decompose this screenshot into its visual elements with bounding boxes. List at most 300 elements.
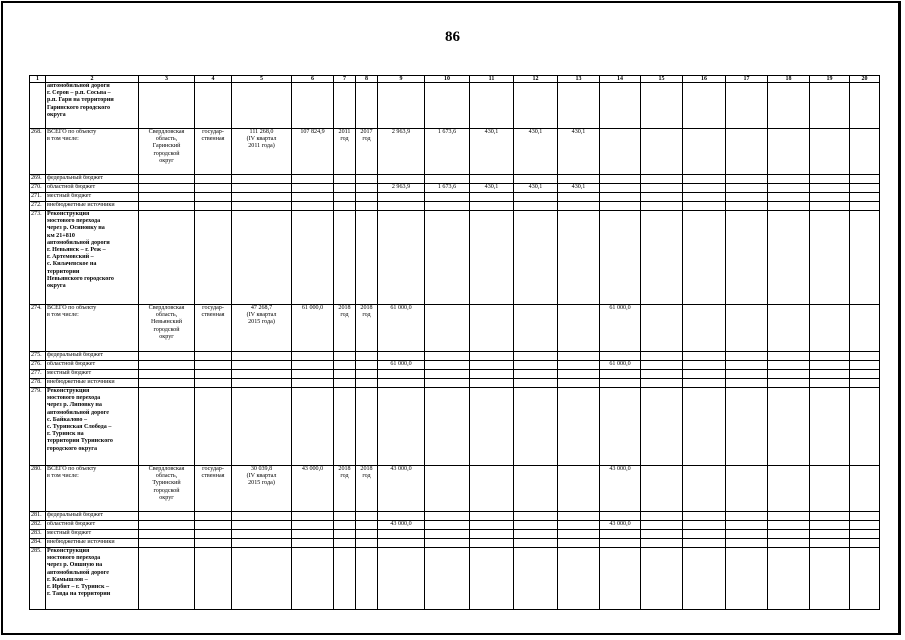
cell-col-6: 43 000,0 [292, 466, 334, 512]
cell-col-7: 2018 год [334, 466, 356, 512]
cell-col-10 [425, 379, 470, 388]
row-name: областной бюджет [46, 521, 139, 530]
cell-col-10 [425, 530, 470, 539]
cell-col-9 [378, 548, 425, 610]
cell-col-5 [232, 530, 292, 539]
cell-col-20 [850, 539, 880, 548]
cell-col-11 [470, 361, 514, 370]
cell-col-13 [558, 370, 600, 379]
cell-col-19 [810, 548, 850, 610]
row-number: 272. [30, 202, 46, 211]
cell-col-8 [356, 388, 378, 466]
cell-col-17 [726, 175, 768, 184]
cell-col-3: Свердловская область, Гаринский городской округ [139, 129, 195, 175]
cell-col-5: 47 268,7 (IV квартал 2015 года) [232, 305, 292, 352]
table-row [30, 548, 880, 610]
cell-col-7: 2018 год [334, 305, 356, 352]
row-number: 269. [30, 175, 46, 184]
cell-col-15 [641, 521, 683, 530]
cell-col-18 [768, 129, 810, 175]
cell-col-11 [470, 175, 514, 184]
cell-col-5 [232, 388, 292, 466]
cell-col-3 [139, 530, 195, 539]
cell-col-10 [425, 361, 470, 370]
cell-col-9 [378, 83, 425, 129]
cell-col-13 [558, 388, 600, 466]
cell-col-17 [726, 370, 768, 379]
cell-col-5 [232, 548, 292, 610]
cell-col-12 [514, 548, 558, 610]
cell-col-7 [334, 211, 356, 305]
cell-col-3 [139, 211, 195, 305]
cell-col-18 [768, 175, 810, 184]
cell-col-14 [600, 83, 641, 129]
column-number-4: 4 [195, 76, 232, 83]
cell-col-6 [292, 548, 334, 610]
row-number: 271. [30, 193, 46, 202]
cell-col-12 [514, 530, 558, 539]
cell-col-15 [641, 530, 683, 539]
cell-col-8 [356, 530, 378, 539]
cell-col-19 [810, 521, 850, 530]
cell-col-18 [768, 370, 810, 379]
column-number-14: 14 [600, 76, 641, 83]
cell-col-18 [768, 512, 810, 521]
column-number-13: 13 [558, 76, 600, 83]
cell-col-16 [683, 83, 726, 129]
cell-col-5 [232, 202, 292, 211]
cell-col-10 [425, 388, 470, 466]
cell-col-9: 43 000,0 [378, 466, 425, 512]
column-number-16: 16 [683, 76, 726, 83]
cell-col-9 [378, 175, 425, 184]
cell-col-5 [232, 379, 292, 388]
row-number: 277. [30, 370, 46, 379]
cell-col-20 [850, 352, 880, 361]
table-row [30, 512, 880, 521]
budget-table [29, 75, 880, 610]
column-number-2: 2 [46, 76, 139, 83]
cell-col-7 [334, 193, 356, 202]
row-number: 281. [30, 512, 46, 521]
table-row [30, 521, 880, 530]
cell-col-10 [425, 539, 470, 548]
cell-col-7 [334, 370, 356, 379]
cell-col-16 [683, 379, 726, 388]
cell-col-16 [683, 202, 726, 211]
row-name: Реконструкция мостового перехода через р. Липовку на автомобильной дороге с. Байкалово – с. Туринская Слобода – г. Туринск на территории Туринского городского округа [46, 388, 139, 466]
cell-col-8 [356, 521, 378, 530]
cell-col-11 [470, 512, 514, 521]
cell-col-6 [292, 530, 334, 539]
cell-col-10 [425, 370, 470, 379]
cell-col-15 [641, 539, 683, 548]
cell-col-10 [425, 548, 470, 610]
cell-col-15 [641, 361, 683, 370]
cell-col-9: 2 963,9 [378, 184, 425, 193]
cell-col-7 [334, 184, 356, 193]
cell-col-15 [641, 175, 683, 184]
cell-col-20 [850, 512, 880, 521]
row-number: 285. [30, 548, 46, 610]
cell-col-4 [195, 512, 232, 521]
cell-col-17 [726, 539, 768, 548]
column-number-row [30, 76, 880, 83]
table-row [30, 370, 880, 379]
cell-col-12 [514, 539, 558, 548]
cell-col-12 [514, 83, 558, 129]
cell-col-20 [850, 175, 880, 184]
cell-col-12 [514, 202, 558, 211]
cell-col-6: 61 000,0 [292, 305, 334, 352]
cell-col-4 [195, 361, 232, 370]
cell-col-15 [641, 211, 683, 305]
cell-col-5 [232, 512, 292, 521]
cell-col-5 [232, 539, 292, 548]
cell-col-15 [641, 184, 683, 193]
cell-col-4 [195, 202, 232, 211]
cell-col-20 [850, 379, 880, 388]
row-number: 280. [30, 466, 46, 512]
cell-col-9 [378, 530, 425, 539]
cell-col-10 [425, 521, 470, 530]
cell-col-11 [470, 388, 514, 466]
cell-col-3 [139, 539, 195, 548]
cell-col-17 [726, 548, 768, 610]
cell-col-3 [139, 379, 195, 388]
cell-col-13 [558, 305, 600, 352]
cell-col-5 [232, 370, 292, 379]
cell-col-3 [139, 512, 195, 521]
row-name: ВСЕГО по объекту в том числе: [46, 466, 139, 512]
cell-col-5 [232, 361, 292, 370]
cell-col-5 [232, 521, 292, 530]
cell-col-3 [139, 202, 195, 211]
cell-col-17 [726, 305, 768, 352]
cell-col-13 [558, 193, 600, 202]
cell-col-7 [334, 521, 356, 530]
cell-col-6 [292, 184, 334, 193]
cell-col-19 [810, 361, 850, 370]
cell-col-20 [850, 184, 880, 193]
cell-col-9 [378, 539, 425, 548]
cell-col-15 [641, 193, 683, 202]
cell-col-4 [195, 521, 232, 530]
table-row [30, 193, 880, 202]
cell-col-15 [641, 305, 683, 352]
cell-col-3 [139, 361, 195, 370]
row-number: 276. [30, 361, 46, 370]
cell-col-15 [641, 202, 683, 211]
row-number: 283. [30, 530, 46, 539]
cell-col-14 [600, 539, 641, 548]
table-row [30, 202, 880, 211]
cell-col-17 [726, 193, 768, 202]
cell-col-8 [356, 193, 378, 202]
cell-col-20 [850, 530, 880, 539]
cell-col-3 [139, 352, 195, 361]
column-number-20: 20 [850, 76, 880, 83]
cell-col-11: 430,1 [470, 184, 514, 193]
cell-col-19 [810, 539, 850, 548]
cell-col-6 [292, 521, 334, 530]
cell-col-13 [558, 379, 600, 388]
row-number: 268. [30, 129, 46, 175]
cell-col-8 [356, 370, 378, 379]
cell-col-12 [514, 466, 558, 512]
cell-col-6 [292, 202, 334, 211]
cell-col-19 [810, 379, 850, 388]
cell-col-3 [139, 83, 195, 129]
cell-col-15 [641, 512, 683, 521]
row-name: ВСЕГО по объекту в том числе: [46, 129, 139, 175]
cell-col-4 [195, 370, 232, 379]
cell-col-4 [195, 388, 232, 466]
cell-col-20 [850, 211, 880, 305]
cell-col-4 [195, 193, 232, 202]
cell-col-18 [768, 83, 810, 129]
table-row [30, 175, 880, 184]
table-row [30, 466, 880, 512]
cell-col-18 [768, 539, 810, 548]
table-row [30, 530, 880, 539]
cell-col-17 [726, 466, 768, 512]
cell-col-16 [683, 512, 726, 521]
cell-col-13 [558, 512, 600, 521]
cell-col-18 [768, 361, 810, 370]
cell-col-13 [558, 521, 600, 530]
table-row [30, 305, 880, 352]
cell-col-6 [292, 388, 334, 466]
cell-col-6 [292, 512, 334, 521]
cell-col-7 [334, 539, 356, 548]
cell-col-11 [470, 211, 514, 305]
cell-col-6 [292, 175, 334, 184]
cell-col-7 [334, 379, 356, 388]
cell-col-17 [726, 211, 768, 305]
cell-col-16 [683, 129, 726, 175]
cell-col-19 [810, 184, 850, 193]
cell-col-16 [683, 361, 726, 370]
cell-col-16 [683, 521, 726, 530]
cell-col-13 [558, 539, 600, 548]
cell-col-9: 61 000,0 [378, 305, 425, 352]
cell-col-14 [600, 512, 641, 521]
table-row [30, 361, 880, 370]
cell-col-18 [768, 211, 810, 305]
cell-col-6 [292, 83, 334, 129]
row-name: ВСЕГО по объекту в том числе: [46, 305, 139, 352]
column-number-1: 1 [30, 76, 46, 83]
cell-col-8: 2018 год [356, 305, 378, 352]
cell-col-9 [378, 370, 425, 379]
cell-col-14 [600, 530, 641, 539]
cell-col-11 [470, 521, 514, 530]
cell-col-18 [768, 305, 810, 352]
cell-col-16 [683, 466, 726, 512]
cell-col-4 [195, 175, 232, 184]
cell-col-6 [292, 539, 334, 548]
cell-col-7 [334, 83, 356, 129]
cell-col-3 [139, 370, 195, 379]
cell-col-17 [726, 530, 768, 539]
column-number-7: 7 [334, 76, 356, 83]
cell-col-3 [139, 184, 195, 193]
table-row [30, 129, 880, 175]
cell-col-14: 43 000,0 [600, 521, 641, 530]
cell-col-14 [600, 379, 641, 388]
cell-col-14: 61 000,0 [600, 361, 641, 370]
cell-col-4 [195, 352, 232, 361]
cell-col-3: Свердловская область, Туринский городской округ [139, 466, 195, 512]
cell-col-11 [470, 539, 514, 548]
cell-col-20 [850, 129, 880, 175]
cell-col-11 [470, 548, 514, 610]
cell-col-16 [683, 539, 726, 548]
row-number: 270. [30, 184, 46, 193]
cell-col-9 [378, 352, 425, 361]
cell-col-14 [600, 388, 641, 466]
cell-col-8 [356, 512, 378, 521]
column-number-12: 12 [514, 76, 558, 83]
cell-col-12 [514, 352, 558, 361]
cell-col-15 [641, 548, 683, 610]
cell-col-17 [726, 521, 768, 530]
cell-col-8 [356, 211, 378, 305]
row-name: местный бюджет [46, 193, 139, 202]
cell-col-10: 1 673,6 [425, 129, 470, 175]
cell-col-14: 61 000,0 [600, 305, 641, 352]
cell-col-5 [232, 352, 292, 361]
column-number-9: 9 [378, 76, 425, 83]
cell-col-20 [850, 521, 880, 530]
cell-col-16 [683, 211, 726, 305]
cell-col-20 [850, 388, 880, 466]
cell-col-10 [425, 512, 470, 521]
cell-col-3 [139, 193, 195, 202]
cell-col-15 [641, 370, 683, 379]
cell-col-8: 2017 год [356, 129, 378, 175]
cell-col-18 [768, 193, 810, 202]
cell-col-7 [334, 352, 356, 361]
cell-col-7 [334, 175, 356, 184]
cell-col-4 [195, 539, 232, 548]
cell-col-3 [139, 548, 195, 610]
cell-col-8 [356, 352, 378, 361]
cell-col-3 [139, 388, 195, 466]
cell-col-15 [641, 83, 683, 129]
cell-col-13 [558, 530, 600, 539]
cell-col-17 [726, 512, 768, 521]
cell-col-16 [683, 530, 726, 539]
cell-col-12 [514, 175, 558, 184]
cell-col-19 [810, 305, 850, 352]
cell-col-8 [356, 539, 378, 548]
cell-col-9 [378, 211, 425, 305]
cell-col-17 [726, 202, 768, 211]
cell-col-20 [850, 305, 880, 352]
cell-col-3: Свердловская область, Невьянский городской округ [139, 305, 195, 352]
cell-col-10 [425, 83, 470, 129]
cell-col-5: 30 039,8 (IV квартал 2015 года) [232, 466, 292, 512]
row-name: Реконструкция мостового перехода через р. Осиновку на км 21+810 автомобильной дороги г. Невьянск – г. Реж – г. Артемовский – с. Килачевское на территории Невьянского городского округа [46, 211, 139, 305]
row-number: 279. [30, 388, 46, 466]
cell-col-19 [810, 202, 850, 211]
cell-col-18 [768, 184, 810, 193]
cell-col-7 [334, 388, 356, 466]
cell-col-8 [356, 548, 378, 610]
cell-col-4 [195, 83, 232, 129]
cell-col-20 [850, 83, 880, 129]
cell-col-18 [768, 530, 810, 539]
cell-col-19 [810, 129, 850, 175]
cell-col-12 [514, 361, 558, 370]
cell-col-20 [850, 466, 880, 512]
cell-col-12 [514, 370, 558, 379]
cell-col-6 [292, 352, 334, 361]
cell-col-4: государ- ственная [195, 305, 232, 352]
column-number-11: 11 [470, 76, 514, 83]
row-number [30, 83, 46, 129]
cell-col-4 [195, 184, 232, 193]
cell-col-14 [600, 370, 641, 379]
column-number-3: 3 [139, 76, 195, 83]
cell-col-13: 430,1 [558, 129, 600, 175]
column-number-17: 17 [726, 76, 768, 83]
cell-col-13 [558, 361, 600, 370]
cell-col-9 [378, 388, 425, 466]
cell-col-4: государ- ственная [195, 129, 232, 175]
cell-col-15 [641, 129, 683, 175]
cell-col-7 [334, 512, 356, 521]
row-name: автомобильной дороги г. Серов – р.п. Сосьва – р.п. Гари на территории Гаринского городского округа [46, 83, 139, 129]
cell-col-17 [726, 184, 768, 193]
cell-col-10 [425, 352, 470, 361]
cell-col-5 [232, 193, 292, 202]
row-name: внебюджетные источники [46, 202, 139, 211]
cell-col-17 [726, 388, 768, 466]
row-number: 275. [30, 352, 46, 361]
cell-col-20 [850, 370, 880, 379]
cell-col-13 [558, 466, 600, 512]
cell-col-19 [810, 466, 850, 512]
cell-col-8 [356, 361, 378, 370]
cell-col-8 [356, 83, 378, 129]
cell-col-17 [726, 129, 768, 175]
cell-col-15 [641, 466, 683, 512]
cell-col-9 [378, 193, 425, 202]
row-name: областной бюджет [46, 184, 139, 193]
table-row [30, 211, 880, 305]
cell-col-12: 430,1 [514, 129, 558, 175]
cell-col-8 [356, 184, 378, 193]
row-number: 282. [30, 521, 46, 530]
cell-col-5 [232, 175, 292, 184]
cell-col-20 [850, 548, 880, 610]
cell-col-15 [641, 352, 683, 361]
cell-col-14 [600, 211, 641, 305]
cell-col-7 [334, 548, 356, 610]
cell-col-14 [600, 548, 641, 610]
cell-col-17 [726, 379, 768, 388]
column-number-18: 18 [768, 76, 810, 83]
cell-col-11 [470, 466, 514, 512]
row-name: федеральный бюджет [46, 175, 139, 184]
cell-col-12 [514, 521, 558, 530]
column-number-8: 8 [356, 76, 378, 83]
cell-col-3 [139, 521, 195, 530]
cell-col-11: 430,1 [470, 129, 514, 175]
